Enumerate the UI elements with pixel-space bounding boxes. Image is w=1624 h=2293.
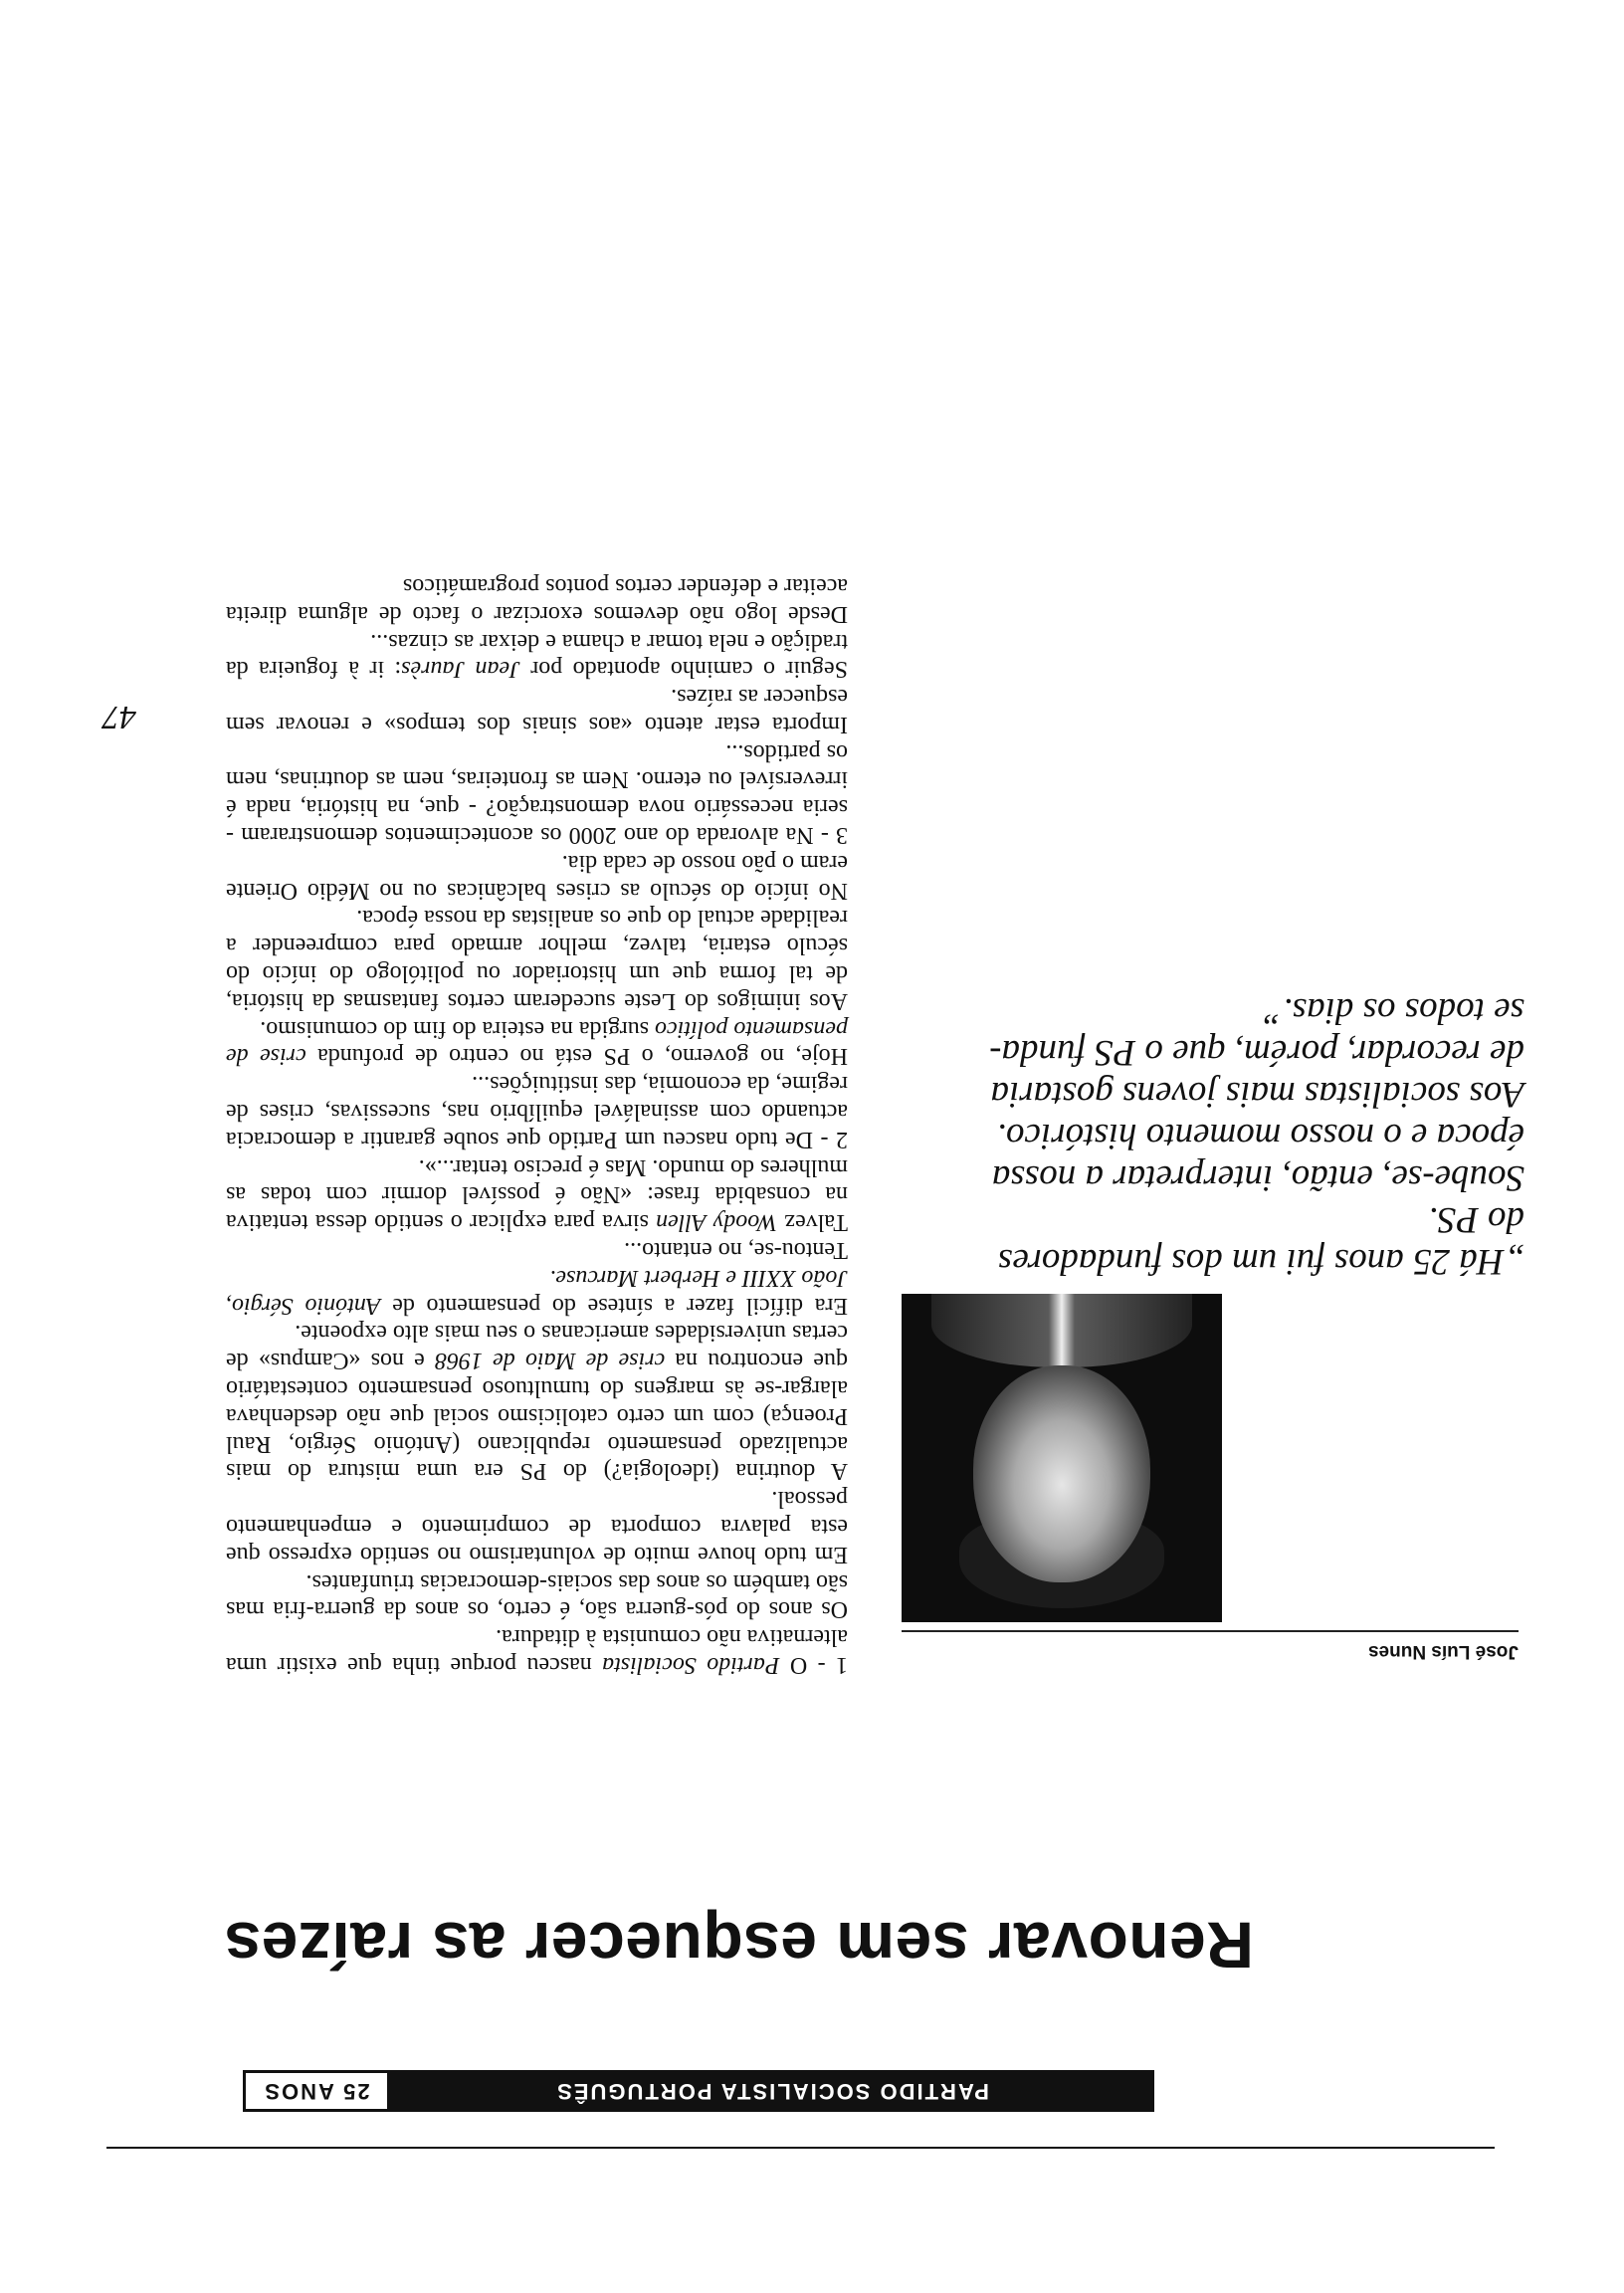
body-paragraph: Talvez Woody Allen sirva para explicar o sentido dessa tentativa na consabida frase: «Não é possível dormir com todas as mulheres do mundo. Mas é preciso tentar...». xyxy=(225,1153,848,1236)
body-paragraph: A doutrina (ideologia?) do PS era uma mistura do mais actualizado pensamento republicano (António Sérgio, Raul Proença) com um certo catolicismo social que não desdenhava alargar-se às margens do tumultuoso pensamento contestatário que encontrou na crise de Maio de 1968 e nos «Campus» de certas universidades americanas o seu mais alto expoente. xyxy=(226,1320,848,1485)
body-paragraph: Aos inimigos do Leste sucederam certos fantasmas da história, de tal forma que um historiador ou politólogo do início do século estaria, talvez, melhor armado para compreender a realidade actual do que os analistas da nossa época. xyxy=(226,905,848,1014)
pull-quote-line: Aos socialistas mais jovens gostaria xyxy=(990,1074,1524,1115)
body-paragraph: Seguir o caminho apontado por Jean Jaurès: ir à fogueira da tradição e nela tomar a chama e deixar as cinzas... xyxy=(225,628,848,683)
body-emphasis: crise de Maio de 1968 xyxy=(434,1348,666,1374)
header-party-name: PARTIDO SOCIALISTA PORTUGUÊS xyxy=(390,2070,1154,2112)
body-paragraph: Era difícil fazer a síntese do pensamento de António Sérgio, João XXIII e Herbert Marcuse. xyxy=(226,1264,848,1319)
body-paragraph: Desde logo não devemos exorcizar o facto de alguma direita aceitar e defender certos pontos programáticos xyxy=(226,572,848,627)
body-paragraph: 2 - De tudo nasceu um Partido que soube garantir a democracia actuando com assinalável equilíbrio nas, sucessivas, crises de regime, da economia, das instituições... xyxy=(226,1071,848,1152)
body-emphasis: António Sérgio, João XXIII e Herbert Marcuse. xyxy=(226,1264,848,1319)
portrait-collar-shape xyxy=(931,1294,1192,1367)
body-paragraph: 3 - Na alvorada do ano 2000 os acontecimentos demonstraram - seria necessário nova demonstração? - que, na história, nada é irreversível ou eterno. Nem as fronteiras, nem as doutrinas, nem os partidos... xyxy=(226,738,848,849)
pull-quote-line: época e o nosso momento histórico. xyxy=(996,1116,1524,1156)
body-paragraph: Tentou-se, no entanto... xyxy=(624,1237,848,1264)
body-emphasis: Woody Allen xyxy=(656,1209,778,1236)
body-paragraph: 1 - O Partido Socialista nasceu porque tinha que existir uma alternativa não comunista à ditadura. xyxy=(225,1624,848,1678)
pull-quote-line: Soube-se, então, interpretar a nossa xyxy=(991,1157,1524,1198)
pull-quote-line: „Há 25 anos fui um dos fundadores xyxy=(997,1241,1524,1282)
column-rule xyxy=(902,1630,1519,1632)
body-emphasis: crise de pensamento político xyxy=(226,1015,848,1070)
body-emphasis: Partido Socialista xyxy=(602,1652,780,1678)
author-portrait-photo xyxy=(902,1294,1222,1622)
article-title: Renovar sem esquecer as raízes xyxy=(224,1909,1254,1982)
portrait-face-shape xyxy=(973,1365,1150,1582)
header-rule xyxy=(106,2147,1495,2149)
pull-quote-line: se todos os dias.” xyxy=(1262,990,1524,1031)
body-emphasis: Jean Jaurès xyxy=(401,656,520,683)
header-band xyxy=(243,2070,1154,2112)
body-paragraph: Os anos do pós-guerra são, é certo, os anos da guerra-fria mas são também os anos das sociais-democracias triunfantes. xyxy=(226,1568,848,1623)
page-number: 47 xyxy=(102,699,136,735)
body-paragraph: Importa estar atento «aos sinais dos tempos» e renovar sem esquecer as raízes. xyxy=(226,684,848,737)
header-anniversary-badge: 25 ANOS xyxy=(243,2070,390,2112)
pull-quote xyxy=(868,989,1524,1282)
article-body xyxy=(226,571,848,1678)
author-byline: José Luís Nunes xyxy=(1368,1641,1519,1662)
body-paragraph: Hoje, no governo, o PS está no centro de profunda crise de pensamento político surgida na esteira do fim do comunismo. xyxy=(226,1015,848,1070)
pull-quote-line: de recordar, porém, que o PS funda- xyxy=(989,1032,1524,1073)
body-paragraph: No início do século as crises balcânicas ou no Médio Oriente eram o pão nosso de cada dia. xyxy=(226,849,848,904)
pull-quote-line: do PS. xyxy=(1428,1199,1524,1240)
body-paragraph: Em tudo houve muito de voluntarismo no sentido expresso que esta palavra comporta de comprimento e empenhamento pessoal. xyxy=(226,1486,848,1567)
